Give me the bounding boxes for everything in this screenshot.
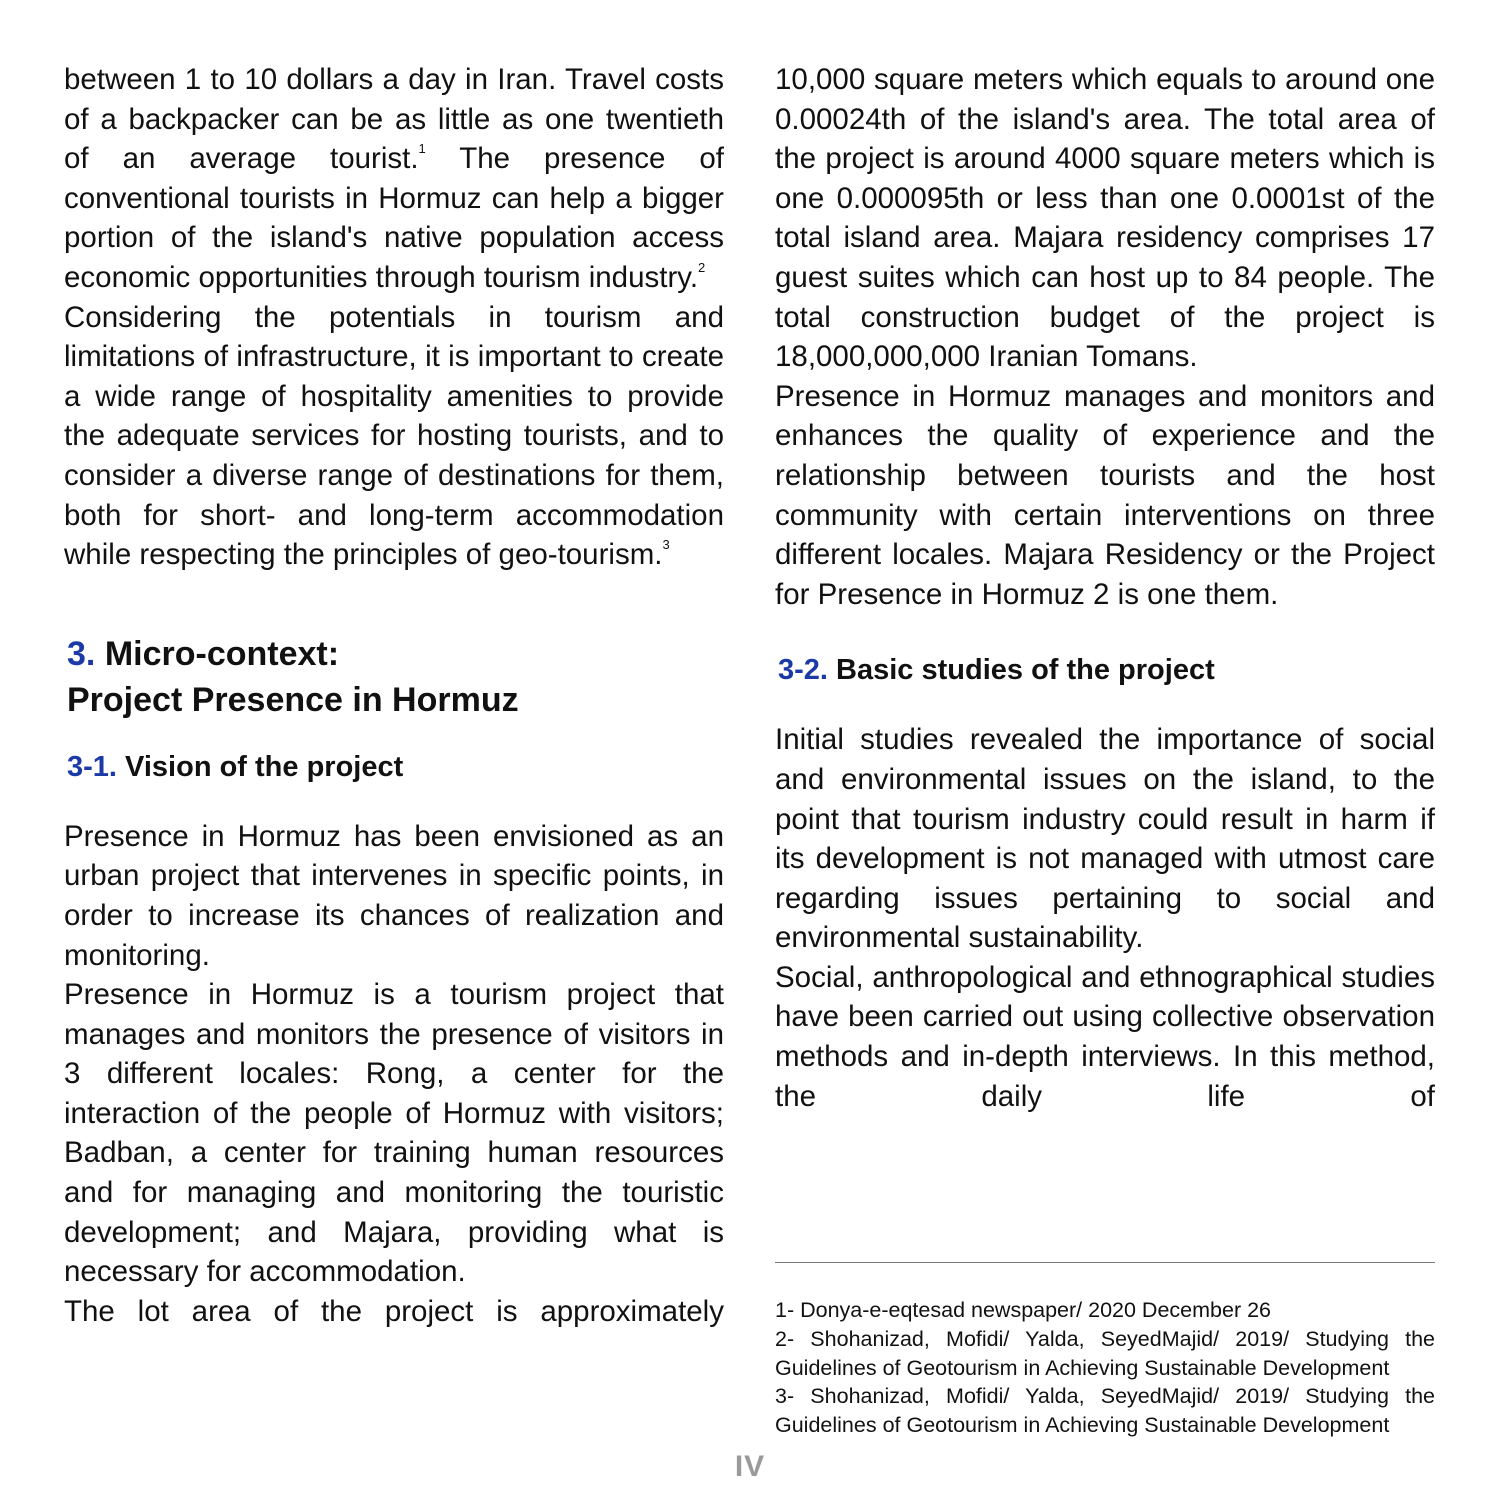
subsection-number: 3-2. (778, 654, 828, 687)
section-title-line1: Micro-context: (104, 634, 340, 673)
footnote-2: 2- Shohanizad, Mofidi/ Yalda, SeyedMajid/ 2019/ Studying the Guidelines of Geotourism in Achieving Sustainable Development (775, 1327, 1435, 1380)
subsection-heading-3-2 (775, 652, 1435, 688)
paragraph-lot-area: The lot area of the project is approximately (64, 1294, 724, 1328)
footnote-3: 3- Shohanizad, Mofidi/ Yalda, SeyedMajid/ 2019/ Studying the Guidelines of Geotourism in Achieving Sustainable Development (775, 1384, 1435, 1437)
section-number: 3. (67, 634, 96, 673)
paragraph-social-studies: Social, anthropological and ethnographical studies have been carried out using collective observation methods and in-depth interviews. In this method, the daily life of (775, 960, 1435, 1113)
paragraph-area: 10,000 square meters which equals to around one 0.00024th of the island's area. The total area of the project is around 4000 square meters which is one 0.000095th or less than one 0.0001st of the total island area. Majara residency comprises 17 guest suites which can host up to 84 people. The total construction budget of the project is 18,000,000,000 Iranian Tomans. (775, 63, 1435, 374)
text-run: between 1 to 10 dollars a day in Iran. Travel costs of a backpacker can be as little as one twentieth of an average tourist. (64, 63, 724, 176)
paragraph-initial-studies: Initial studies revealed the importance of social and environmental issues on the island, to the point that tourism industry could result in harm if its development is not managed with utmost care regarding issues pertaining to social and environmental sustainability. (775, 723, 1435, 955)
paragraph-travel-costs (64, 60, 724, 298)
page-number: IV (734, 1450, 766, 1483)
footnote-ref-2[interactable]: 2 (698, 260, 706, 276)
subsection-title: Basic studies of the project (836, 654, 1215, 687)
paragraph-locales: Presence in Hormuz is a tourism project that manages and monitors the presence of visitors in 3 different locales: Rong, a center for the interaction of the people of Hormuz with visitors; Badban, a center for training human resources and for managing and monitoring the touristic development; and Majara, providing what is necessary for accommodation. (64, 978, 724, 1289)
footnote-ref-1[interactable]: 1 (418, 141, 426, 157)
paragraph-potentials (64, 298, 724, 575)
paragraph-manages: Presence in Hormuz manages and monitors and enhances the quality of experience and the relationship between tourists and the host community with certain interventions on three different locales. Majara Residency or the Project for Presence in Hormuz 2 is one them. (775, 379, 1435, 611)
text-run: The presence of conventional tourists in Hormuz can help a bigger portion of the island's native population access economic opportunities through tourism industry. (64, 142, 724, 294)
subsection-title: Vision of the project (125, 750, 404, 783)
right-column (775, 60, 1435, 1116)
left-column (64, 60, 724, 1331)
footnote-1: 1- Donya-e-eqtesad newspaper/ 2020 December 26 (775, 1298, 1271, 1322)
subsection-heading-3-1 (64, 749, 724, 785)
section-title-line2: Project Presence in Hormuz (67, 680, 519, 719)
section-heading (64, 631, 724, 723)
text-run: Considering the potentials in tourism and limitations of infrastructure, it is important to create a wide range of hospitality amenities to provide the adequate services for hosting tourists, and to consider a diverse range of destinations for them, both for short- and long-term accommodation while respecting the principles of geo-tourism. (64, 300, 724, 572)
subsection-number: 3-1. (67, 750, 117, 783)
footnote-divider (775, 1262, 1435, 1263)
footnote-ref-3[interactable]: 3 (662, 537, 670, 553)
paragraph-vision: Presence in Hormuz has been envisioned as an urban project that intervenes in specific points, in order to increase its chances of realization and monitoring. (64, 819, 724, 972)
